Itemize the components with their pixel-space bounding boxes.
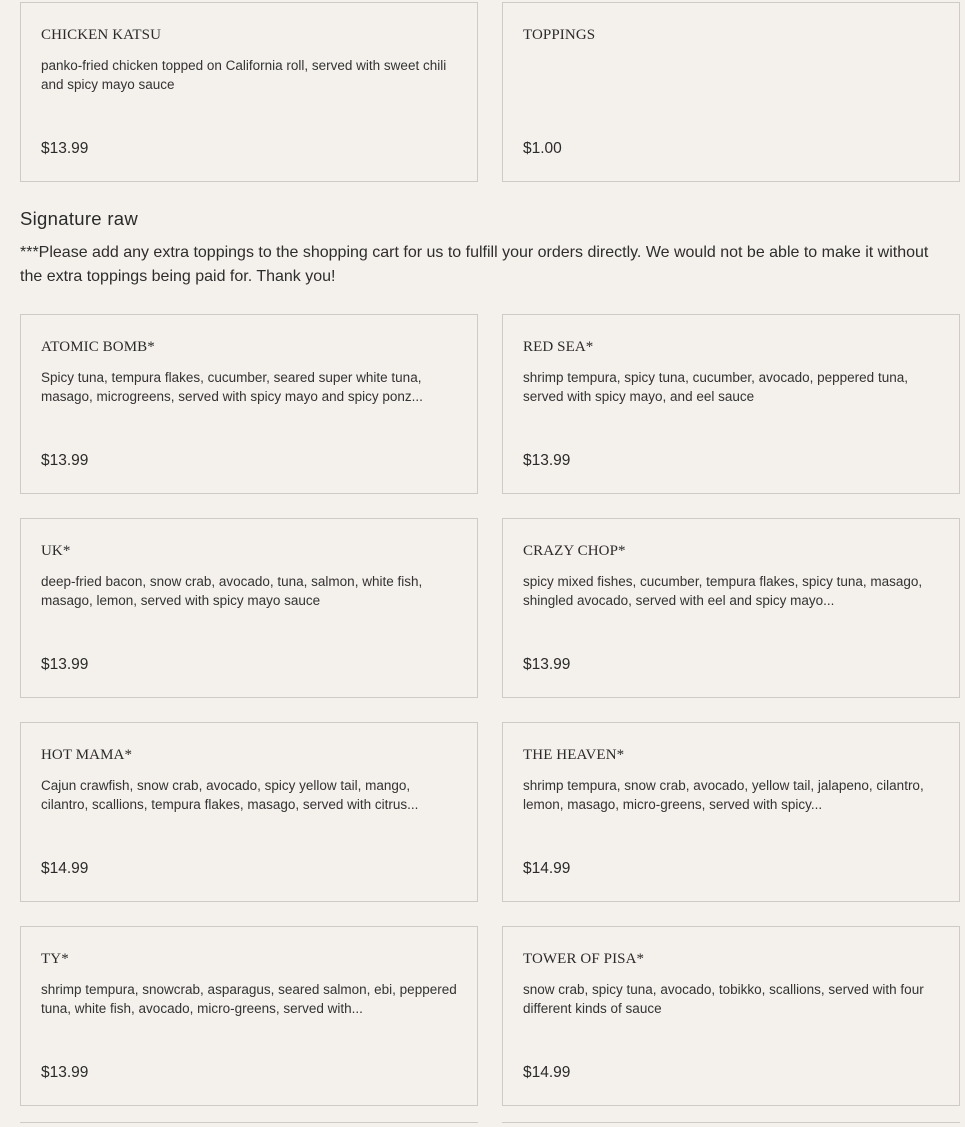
menu-item-description: Cajun crawfish, snow crab, avocado, spicy yellow tail, mango, cilantro, scallions, tempura flakes, masago, served with citrus... [41,778,419,812]
menu-item-card[interactable] [502,722,960,902]
menu-item-name: TY* [41,951,69,967]
menu-item-price: $13.99 [523,452,571,469]
menu-item-description: snow crab, spicy tuna, avocado, tobikko, scallions, served with four different kinds of sauce [523,982,924,1016]
menu-item-description: deep-fried bacon, snow crab, avocado, tuna, salmon, white fish, masago, lemon, served with spicy mayo sauce [41,574,423,608]
menu-item-price: $14.99 [523,1064,571,1081]
menu-item-description: panko-fried chicken topped on California roll, served with sweet chili and spicy mayo sauce [41,58,447,92]
menu-item-name: THE HEAVEN* [523,747,625,763]
menu-item-price: $14.99 [41,860,89,877]
section-title: Signature raw [20,208,139,229]
menu-item-name: CHICKEN KATSU [41,27,162,43]
menu-item-card[interactable] [20,2,478,182]
menu-item-card[interactable] [20,926,478,1106]
menu-item-price: $14.99 [523,860,571,877]
menu-item-name: UK* [41,543,71,559]
menu-item-card[interactable] [20,722,478,902]
menu-item-card-partial[interactable] [20,1122,478,1127]
menu-item-card-partial[interactable] [502,1122,960,1127]
menu-item-description: shrimp tempura, snow crab, avocado, yellow tail, jalapeno, cilantro, lemon, masago, micro-greens, served with spicy... [523,778,924,812]
menu-item-card[interactable] [502,2,960,182]
menu-item-price: $13.99 [41,1064,89,1081]
menu-item-name: TOPPINGS [523,27,596,43]
menu-item-card[interactable] [20,314,478,494]
menu-item-card[interactable] [502,518,960,698]
menu-item-description: spicy mixed fishes, cucumber, tempura flakes, spicy tuna, masago, shingled avocado, served with eel and spicy mayo... [523,574,923,608]
menu-item-name: CRAZY CHOP* [523,543,626,559]
menu-item-description: shrimp tempura, snowcrab, asparagus, seared salmon, ebi, peppered tuna, white fish, avocado, micro-greens, served with... [41,982,457,1016]
menu-item-price: $13.99 [523,656,571,673]
menu-item-card[interactable] [20,518,478,698]
menu-item-name: ATOMIC BOMB* [41,339,155,355]
menu-item-name: TOWER OF PISA* [523,951,645,967]
menu-item-name: RED SEA* [523,339,594,355]
menu-item-price: $1.00 [523,140,562,157]
menu-item-name: HOT MAMA* [41,747,133,763]
menu-item-description: Spicy tuna, tempura flakes, cucumber, seared super white tuna, masago, microgreens, served with spicy mayo and spicy ponz... [41,370,423,404]
menu-item-card[interactable] [502,314,960,494]
menu-item-description: shrimp tempura, spicy tuna, cucumber, avocado, peppered tuna, served with spicy mayo, and eel sauce [523,370,908,404]
section-note: ***Please add any extra toppings to the shopping cart for us to fulfill your orders directly. We would not be able to make it without the extra toppings being paid for. Thank you! [20,244,929,285]
menu-item-card[interactable] [502,926,960,1106]
menu-item-price: $13.99 [41,656,89,673]
menu-item-price: $13.99 [41,452,89,469]
menu-item-price: $13.99 [41,140,89,157]
